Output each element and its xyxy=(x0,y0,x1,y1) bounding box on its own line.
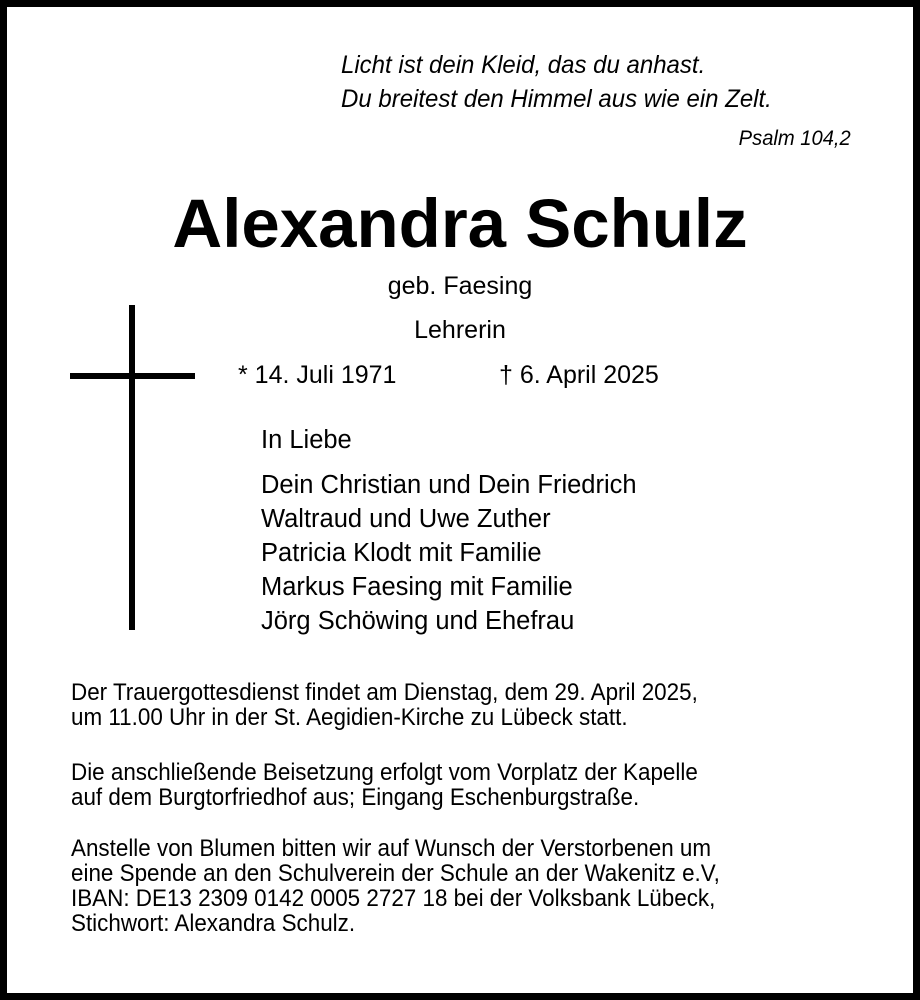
mourner-name: Markus Faesing mit Familie xyxy=(261,573,573,601)
mourner-name: Dein Christian und Dein Friedrich xyxy=(261,471,637,499)
profession: Lehrerin xyxy=(414,316,506,344)
paragraph-line: Die anschließende Beisetzung erfolgt vom Vorplatz der Kapelle xyxy=(71,759,698,786)
verse-line-2: Du breitest den Himmel aus wie ein Zelt. xyxy=(341,85,772,113)
paragraph-line: Der Trauergottesdienst findet am Dienstag, dem 29. April 2025, xyxy=(71,679,698,706)
mourner-name: Jörg Schöwing und Ehefrau xyxy=(261,607,575,635)
deceased-name: Alexandra Schulz xyxy=(172,185,748,262)
death-date: † 6. April 2025 xyxy=(499,361,659,389)
paragraph-line: auf dem Burgtorfriedhof aus; Eingang Eschenburgstraße. xyxy=(71,784,640,811)
mourners-intro: In Liebe xyxy=(261,426,352,454)
birth-date: * 14. Juli 1971 xyxy=(238,361,397,389)
paragraph-line: Stichwort: Alexandra Schulz. xyxy=(71,910,356,937)
maiden-name: geb. Faesing xyxy=(387,272,533,300)
verse-reference: Psalm 104,2 xyxy=(738,127,851,150)
iban-line: IBAN: DE13 2309 0142 0005 2727 18 bei der Volksbank Lübeck, xyxy=(71,885,716,912)
paragraph-line: Anstelle von Blumen bitten wir auf Wunsch der Verstorbenen um xyxy=(71,835,712,862)
cross-horizontal-bar xyxy=(70,373,195,379)
verse-line-1: Licht ist dein Kleid, das du anhast. xyxy=(341,51,706,79)
paragraph-line: um 11.00 Uhr in der St. Aegidien-Kirche zu Lübeck statt. xyxy=(71,704,628,731)
mourner-name: Waltraud und Uwe Zuther xyxy=(261,505,551,533)
paragraph-line: eine Spende an den Schulverein der Schule an der Wakenitz e.V, xyxy=(71,860,720,887)
mourner-name: Patricia Klodt mit Familie xyxy=(261,539,542,567)
cross-vertical-bar xyxy=(129,305,135,630)
